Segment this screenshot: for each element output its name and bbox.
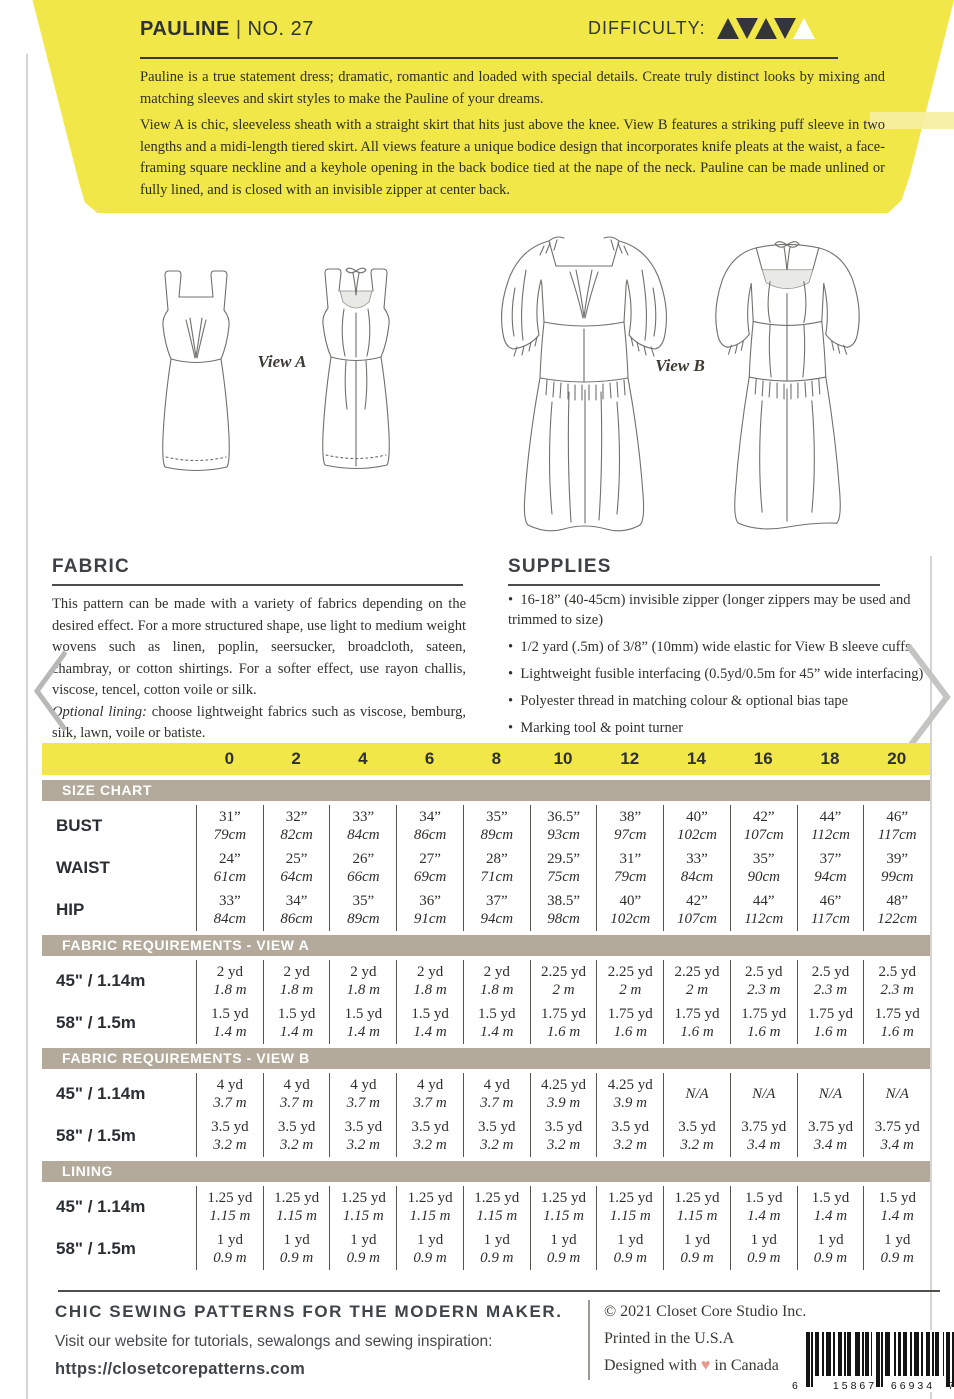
table-cell: 33” 84cm	[663, 847, 730, 889]
fabric-heading-rule	[52, 584, 463, 586]
size-column-header: 8	[491, 749, 502, 768]
barcode-group-2: 66934	[890, 1380, 936, 1392]
table-cell: 31” 79cm	[196, 805, 263, 847]
table-row-label: HIP	[56, 900, 85, 919]
view-b-label: View B	[655, 356, 705, 375]
barcode-digit-left: 6	[792, 1380, 798, 1392]
size-column-header: 12	[620, 749, 640, 768]
table-cell: 35” 90cm	[730, 847, 797, 889]
table-cell: 34” 86cm	[396, 805, 463, 847]
barcode-bar	[910, 1332, 912, 1376]
table-row	[42, 1186, 930, 1228]
supplies-item: • Lightweight fusible interfacing (0.5yd/0.5m for 45” wide interfacing)	[508, 664, 928, 684]
supplies-item: • 1/2 yard (.5m) of 3/8” (10mm) wide elastic for View B sleeve cuffs	[508, 637, 928, 657]
table-sizes-row	[42, 743, 930, 775]
table-cell: 1.75 yd 1.6 m	[663, 1002, 730, 1044]
table-cell: 27” 69cm	[396, 847, 463, 889]
table-cell: 1 yd 0.9 m	[596, 1228, 663, 1270]
table-cell: 1.75 yd 1.6 m	[530, 1002, 597, 1044]
designed-suffix: in Canada	[710, 1357, 779, 1374]
table-cell: 39” 99cm	[863, 847, 930, 889]
table-cell: 2.25 yd 2 m	[530, 960, 597, 1002]
table-cell: 37” 94cm	[797, 847, 864, 889]
table-cell: 3.75 yd 3.4 m	[863, 1115, 930, 1157]
table-cell: 1.75 yd 1.6 m	[730, 1002, 797, 1044]
size-column-header: 10	[553, 749, 573, 768]
title-separator: |	[235, 18, 242, 40]
barcode-bar	[894, 1332, 896, 1376]
table-cell: 3.5 yd 3.2 m	[530, 1115, 597, 1157]
table-cell: 42” 107cm	[663, 889, 730, 931]
table-row	[42, 805, 930, 847]
size-column-header: 2	[291, 749, 301, 768]
optional-lining-label: Optional lining:	[52, 703, 147, 720]
barcode-bar	[847, 1332, 851, 1376]
table-cell: 1.75 yd 1.6 m	[797, 1002, 864, 1044]
supplies-heading: SUPPLIES	[508, 556, 612, 577]
barcode-bar	[935, 1332, 939, 1376]
table-cell: 4 yd 3.7 m	[329, 1073, 396, 1115]
table-cell: 29.5” 75cm	[530, 847, 597, 889]
table-cell: 36.5” 93cm	[530, 805, 597, 847]
table-row-label: 58" / 1.5m	[56, 1239, 136, 1258]
barcode-bar	[822, 1332, 824, 1376]
table-cell: N/A	[797, 1073, 864, 1115]
description-paragraph-2: View A is chic, sleeveless sheath with a straight skirt that hits just above the knee. View B features a striking puff sleeve in two lengths and a midi-length tiered skirt. All views feature a unique bodice design that incorporates knife pleats at the waist, a face-framing square neckline and a keyhole opening in the back bodice tied at the nape of the neck. Pauline can be made unlined or fully lined, and is closed with an invisible zipper at center back.	[140, 117, 885, 198]
barcode-bar	[838, 1332, 842, 1376]
table-cell: 1 yd 0.9 m	[797, 1228, 864, 1270]
fabric-text	[52, 594, 466, 745]
footer-website-url: https://closetcorepatterns.com	[55, 1360, 306, 1378]
designed-prefix: Designed with	[604, 1357, 701, 1374]
supplies-item: • Marking tool & point turner	[508, 718, 928, 738]
table-cell: 44” 112cm	[797, 805, 864, 847]
table-row-label: 45" / 1.14m	[56, 971, 146, 990]
table-row	[42, 1002, 930, 1044]
barcode-bar	[903, 1332, 907, 1376]
table-cell: 1.5 yd 1.4 m	[263, 1002, 330, 1044]
barcode-bar	[833, 1332, 835, 1376]
view-b-front-drawing	[484, 230, 684, 550]
table-cell: 1.5 yd 1.4 m	[863, 1186, 930, 1228]
table-cell: 1.25 yd 1.15 m	[463, 1186, 530, 1228]
table-cell: 1.25 yd 1.15 m	[396, 1186, 463, 1228]
footer-left	[55, 1302, 563, 1379]
size-column-header: 4	[358, 749, 368, 768]
barcode-digits	[792, 1379, 954, 1392]
barcode-bar	[815, 1332, 819, 1376]
size-column-header: 20	[887, 749, 907, 768]
table-cell: 31” 79cm	[596, 847, 663, 889]
description-paragraph-1: Pauline is a true statement dress; dramatic, romantic and loaded with special details. Create truly distinct looks by mixing and matching sleeves and skirt styles to make the Pauline of your dreams.	[140, 69, 885, 107]
pattern-number: NO. 27	[247, 18, 314, 40]
footer-right	[604, 1298, 806, 1379]
table-cell: 2.5 yd 2.3 m	[797, 960, 864, 1002]
size-column-header: 0	[224, 749, 235, 768]
view-b-back-drawing	[700, 232, 875, 550]
table-cell: N/A	[863, 1073, 930, 1115]
table-cell: 1.5 yd 1.4 m	[196, 1002, 263, 1044]
table-cell: 25” 64cm	[263, 847, 330, 889]
barcode-bar	[885, 1332, 890, 1376]
barcode-bar	[943, 1332, 945, 1376]
table-cell: 32” 82cm	[263, 805, 330, 847]
table-cell: 44” 112cm	[730, 889, 797, 931]
table-cell: 3.75 yd 3.4 m	[797, 1115, 864, 1157]
table-cell: 1.75 yd 1.6 m	[596, 1002, 663, 1044]
carousel-prev-arrow[interactable]	[28, 650, 70, 732]
barcode-bar	[932, 1332, 934, 1376]
heart-icon: ♥	[700, 1357, 711, 1374]
carousel-next-arrow[interactable]	[902, 644, 954, 750]
table-row-label: BUST	[56, 816, 103, 835]
table-cell: 3.5 yd 3.2 m	[396, 1115, 463, 1157]
table-row-label: 45" / 1.14m	[56, 1197, 146, 1216]
table-cell: 4.25 yd 3.9 m	[530, 1073, 597, 1115]
table-section-band: SIZE CHART	[42, 780, 930, 801]
table-cell: 1.25 yd 1.15 m	[663, 1186, 730, 1228]
table-cell: 38.5” 98cm	[530, 889, 597, 931]
table-row-label: WAIST	[56, 858, 110, 877]
barcode-group-1: 15867	[832, 1380, 878, 1392]
table-cell: 1.5 yd 1.4 m	[463, 1002, 530, 1044]
view-a-label: View A	[257, 352, 307, 371]
table-section-band: FABRIC REQUIREMENTS - VIEW B	[42, 1048, 930, 1069]
table-cell: 1 yd 0.9 m	[196, 1228, 263, 1270]
optional-lining-text: choose lightweight fabrics such as viscose, bemburg, silk, lawn, voile or batiste.	[52, 703, 466, 741]
table-cell: 33” 84cm	[329, 805, 396, 847]
supplies-item: • Polyester thread in matching colour & optional bias tape	[508, 691, 928, 711]
header-rule	[140, 57, 838, 59]
table-cell: 1.25 yd 1.15 m	[596, 1186, 663, 1228]
table-cell: 2 yd 1.8 m	[463, 960, 530, 1002]
barcode-bar	[914, 1332, 919, 1376]
table-row	[42, 889, 930, 931]
table-cell: 1.25 yd 1.15 m	[263, 1186, 330, 1228]
size-column-header: 18	[820, 749, 840, 768]
table-row	[42, 847, 930, 889]
table-cell: 2 yd 1.8 m	[196, 960, 263, 1002]
table-cell: 1.25 yd 1.15 m	[329, 1186, 396, 1228]
table-cell: 3.5 yd 3.2 m	[463, 1115, 530, 1157]
table-cell: 4.25 yd 3.9 m	[596, 1073, 663, 1115]
table-cell: 42” 107cm	[730, 805, 797, 847]
table-cell: 3.5 yd 3.2 m	[663, 1115, 730, 1157]
table-row-label: 58" / 1.5m	[56, 1013, 136, 1032]
table-cell: 1.75 yd 1.6 m	[863, 1002, 930, 1044]
size-column-header: 6	[424, 749, 435, 768]
barcode-bar	[898, 1332, 902, 1376]
barcode-bar	[826, 1332, 831, 1376]
supplies-list	[508, 590, 928, 745]
table-row	[42, 960, 930, 1002]
table-cell: 1.5 yd 1.4 m	[396, 1002, 463, 1044]
table-cell: 2 yd 1.8 m	[263, 960, 330, 1002]
table-cell: 48” 122cm	[863, 889, 930, 931]
footer-divider	[588, 1300, 590, 1380]
barcode-bar	[921, 1332, 923, 1376]
difficulty	[588, 18, 815, 39]
table-cell: 1 yd 0.9 m	[730, 1228, 797, 1270]
pattern-description	[140, 67, 885, 206]
footer-designed	[604, 1352, 806, 1379]
table-cell: 1 yd 0.9 m	[263, 1228, 330, 1270]
table-cell: 24” 61cm	[196, 847, 263, 889]
table-cell: 2 yd 1.8 m	[329, 960, 396, 1002]
barcode-bar	[871, 1332, 873, 1376]
table-cell: 1.5 yd 1.4 m	[329, 1002, 396, 1044]
table-cell: 35” 89cm	[463, 805, 530, 847]
table-cell: 3.5 yd 3.2 m	[263, 1115, 330, 1157]
table-cell: 1 yd 0.9 m	[396, 1228, 463, 1270]
table-cell: 1.5 yd 1.4 m	[730, 1186, 797, 1228]
table-section-band: LINING	[42, 1161, 930, 1182]
table-cell: 1 yd 0.9 m	[663, 1228, 730, 1270]
table-cell: 3.5 yd 3.2 m	[196, 1115, 263, 1157]
size-table	[42, 743, 930, 1270]
table-cell: 1 yd 0.9 m	[463, 1228, 530, 1270]
supplies-item: • 16-18” (40-45cm) invisible zipper (longer zippers may be used and trimmed to size)	[508, 590, 928, 630]
difficulty-label: DIFFICULTY:	[588, 18, 706, 38]
size-column-header: 14	[687, 749, 706, 768]
fabric-heading: FABRIC	[52, 556, 130, 577]
barcode-bar	[855, 1332, 860, 1376]
table-row	[42, 1228, 930, 1270]
table-cell: 1 yd 0.9 m	[530, 1228, 597, 1270]
table-cell: 3.5 yd 3.2 m	[596, 1115, 663, 1157]
table-cell: 4 yd 3.7 m	[396, 1073, 463, 1115]
footer-printed: Printed in the U.S.A	[604, 1330, 735, 1347]
difficulty-triangles	[720, 18, 815, 39]
barcode-bar	[926, 1332, 930, 1376]
table-cell: 1.25 yd 1.15 m	[530, 1186, 597, 1228]
table-cell: 33” 84cm	[196, 889, 263, 931]
difficulty-triangle	[793, 18, 815, 39]
table-cell: N/A	[730, 1073, 797, 1115]
table-cell: 46” 117cm	[797, 889, 864, 931]
table-cell: 35” 89cm	[329, 889, 396, 931]
table-cell: 38” 97cm	[596, 805, 663, 847]
table-cell: 2.25 yd 2 m	[663, 960, 730, 1002]
table-cell: 4 yd 3.7 m	[196, 1073, 263, 1115]
table-cell: 4 yd 3.7 m	[263, 1073, 330, 1115]
fabric-paragraph: This pattern can be made with a variety of fabrics depending on the desired effect. For a more structured shape, use light to medium weight wovens such as linen, poplin, seersucker, broadcloth, sateen, chambray, or cotton shirtings. For a softer effect, use rayon challis, viscose, tencel, cotton voile or silk.	[52, 596, 466, 698]
table-cell: 3.75 yd 3.4 m	[730, 1115, 797, 1157]
table-cell: 2.5 yd 2.3 m	[730, 960, 797, 1002]
table-cell: 26” 66cm	[329, 847, 396, 889]
size-column-header: 16	[753, 749, 773, 768]
table-cell: 34” 86cm	[263, 889, 330, 931]
barcode	[792, 1330, 954, 1392]
pattern-name: PAULINE	[140, 18, 230, 40]
fabric-optional-lining	[52, 702, 466, 745]
footer-tagline: CHIC SEWING PATTERNS FOR THE MODERN MAKER.	[55, 1302, 563, 1321]
supplies-heading-rule	[508, 584, 880, 586]
table-cell: 46” 117cm	[863, 805, 930, 847]
table-cell: 1.5 yd 1.4 m	[797, 1186, 864, 1228]
table-cell: 2.5 yd 2.3 m	[863, 960, 930, 1002]
barcode-bar	[844, 1332, 846, 1376]
table-cell: 37” 94cm	[463, 889, 530, 931]
footer-copyright: © 2021 Closet Core Studio Inc.	[604, 1303, 807, 1320]
barcode-bar	[865, 1332, 869, 1376]
table-cell: 1.25 yd 1.15 m	[196, 1186, 263, 1228]
view-a-front-drawing	[146, 266, 246, 481]
table-cell: 28” 71cm	[463, 847, 530, 889]
table-row-label: 45" / 1.14m	[56, 1084, 146, 1103]
footer-visit-text: Visit our website for tutorials, sewalongs and sewing inspiration:	[55, 1333, 493, 1350]
table-cell: 40” 102cm	[596, 889, 663, 931]
table-cell: 4 yd 3.7 m	[463, 1073, 530, 1115]
barcode-bar	[862, 1332, 864, 1376]
table-cell: 3.5 yd 3.2 m	[329, 1115, 396, 1157]
table-cell: N/A	[663, 1073, 730, 1115]
table-row	[42, 1115, 930, 1157]
footer-rule	[58, 1290, 940, 1292]
table-cell: 1 yd 0.9 m	[329, 1228, 396, 1270]
table-section-band: FABRIC REQUIREMENTS - VIEW A	[42, 935, 930, 956]
table-cell: 1 yd 0.9 m	[863, 1228, 930, 1270]
pattern-title	[140, 18, 314, 41]
table-cell: 2.25 yd 2 m	[596, 960, 663, 1002]
table-row	[42, 1073, 930, 1115]
table-cell: 36” 91cm	[396, 889, 463, 931]
table-cell: 2 yd 1.8 m	[396, 960, 463, 1002]
barcode-digit-right: 7	[948, 1380, 954, 1392]
table-cell: 40” 102cm	[663, 805, 730, 847]
table-row-label: 58" / 1.5m	[56, 1126, 136, 1145]
